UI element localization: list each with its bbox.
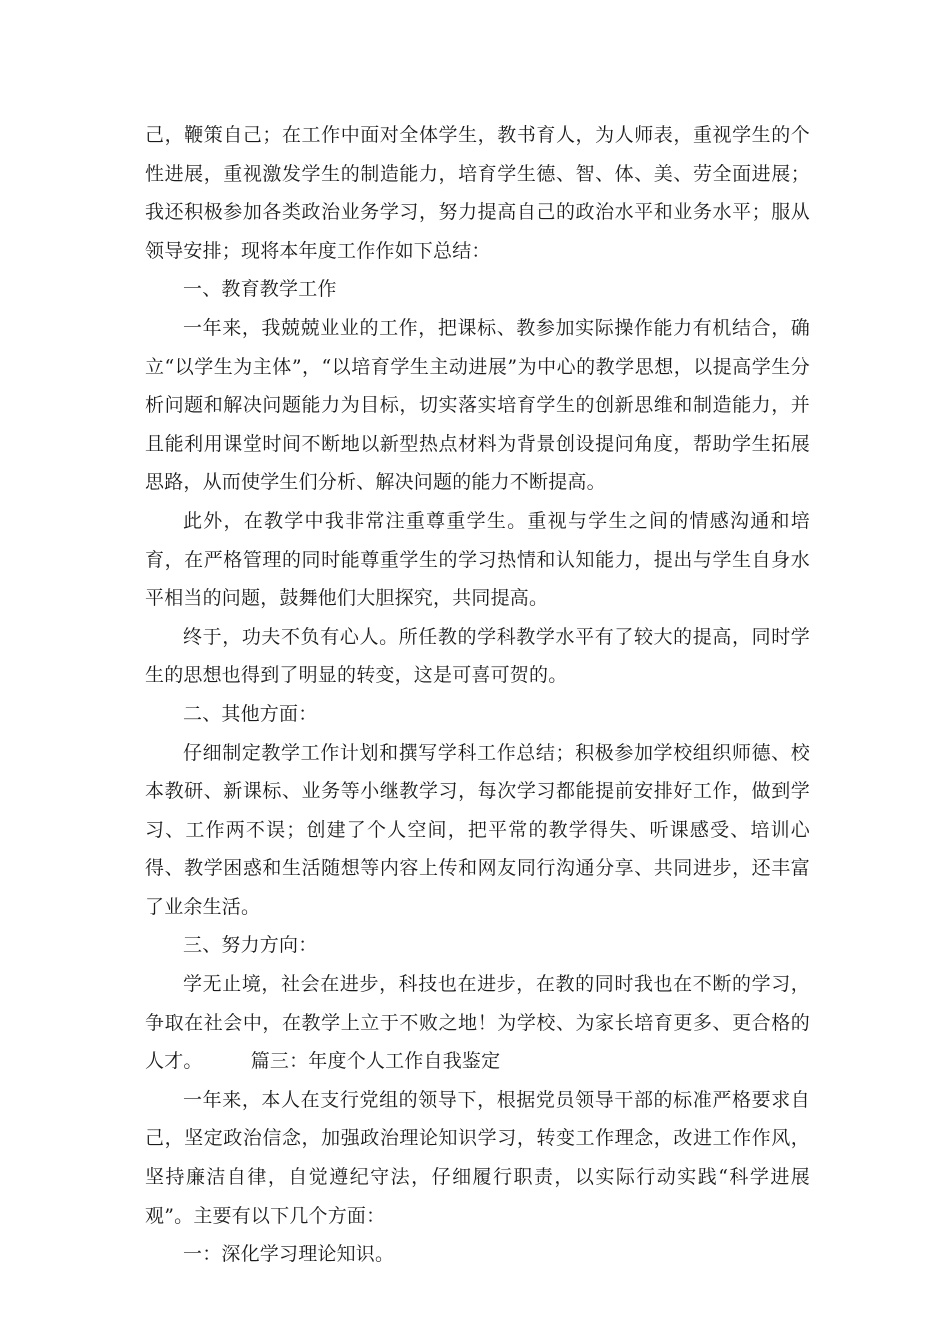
section-heading-teaching: 一、教育教学工作: [183, 278, 337, 301]
paragraph-other: 仔细制定教学工作计划和撰写学科工作总结；积极参加学校组织师德、校本教研、新课标、业务等小继教学习，每次学习都能提前安排好工作，做到学习、工作两不误；创建了个人空间，把平常的教学得失、听课感受、培训心得、教学困惑和生活随想等内容上传和网友同行沟通分享、共同进步，还丰富了业余生活。: [145, 741, 810, 918]
section-heading-other: 二、其他方面：: [183, 702, 318, 725]
paragraph-self-assessment: 一年来，本人在支行党组的领导下，根据党员领导干部的标准严格要求自己，坚定政治信念，加强政治理论知识学习，转变工作理念，改进工作作风，坚持廉洁自律，自觉遵纪守法，仔细履行职责，以实际行动实践“科学进展观”。主要有以下几个方面：: [145, 1088, 810, 1227]
section-heading-theory: 一：深化学习理论知识。: [183, 1243, 395, 1266]
paragraph-direction: 学无止境，社会在进步，科技也在进步，在教的同时我也在不断的学习，争取在社会中，在教学上立于不败之地！为学校、为家长培育更多、更合格的人才。 篇三：年度个人工作自我鉴定: [145, 973, 810, 1073]
paragraph-respect: 此外，在教学中我非常注重尊重学生。重视与学生之间的情感沟通和培育，在严格管理的同时能尊重学生的学习热情和认知能力，提出与学生自身水平相当的问题，鼓舞他们大胆探究，共同提高。: [145, 509, 810, 610]
document-body: [145, 116, 810, 1274]
paragraph-result: 终于，功夫不负有心人。所任教的学科教学水平有了较大的提高，同时学生的思想也得到了明显的转变，这是可喜可贺的。: [145, 625, 810, 687]
section-heading-direction: 三、努力方向：: [183, 934, 318, 957]
paragraph-teaching: 一年来，我兢兢业业的工作，把课标、教参加实际操作能力有机结合，确立“以学生为主体”，“以培育学生主动进展”为中心的教学思想，以提高学生分析问题和解决问题能力为目标，切实落实培育学生的创新思维和制造能力，并且能利用课堂时间不断地以新型热点材料为背景创设提问角度，帮助学生拓展思路，从而使学生们分析、解决问题的能力不断提高。: [145, 316, 810, 494]
paragraph-1: 己，鞭策自己；在工作中面对全体学生，教书育人，为人师表，重视学生的个性进展，重视激发学生的制造能力，培育学生德、智、体、美、劳全面进展；我还积极参加各类政治业务学习，努力提高自己的政治水平和业务水平；服从领导安排；现将本年度工作作如下总结：: [145, 124, 810, 262]
